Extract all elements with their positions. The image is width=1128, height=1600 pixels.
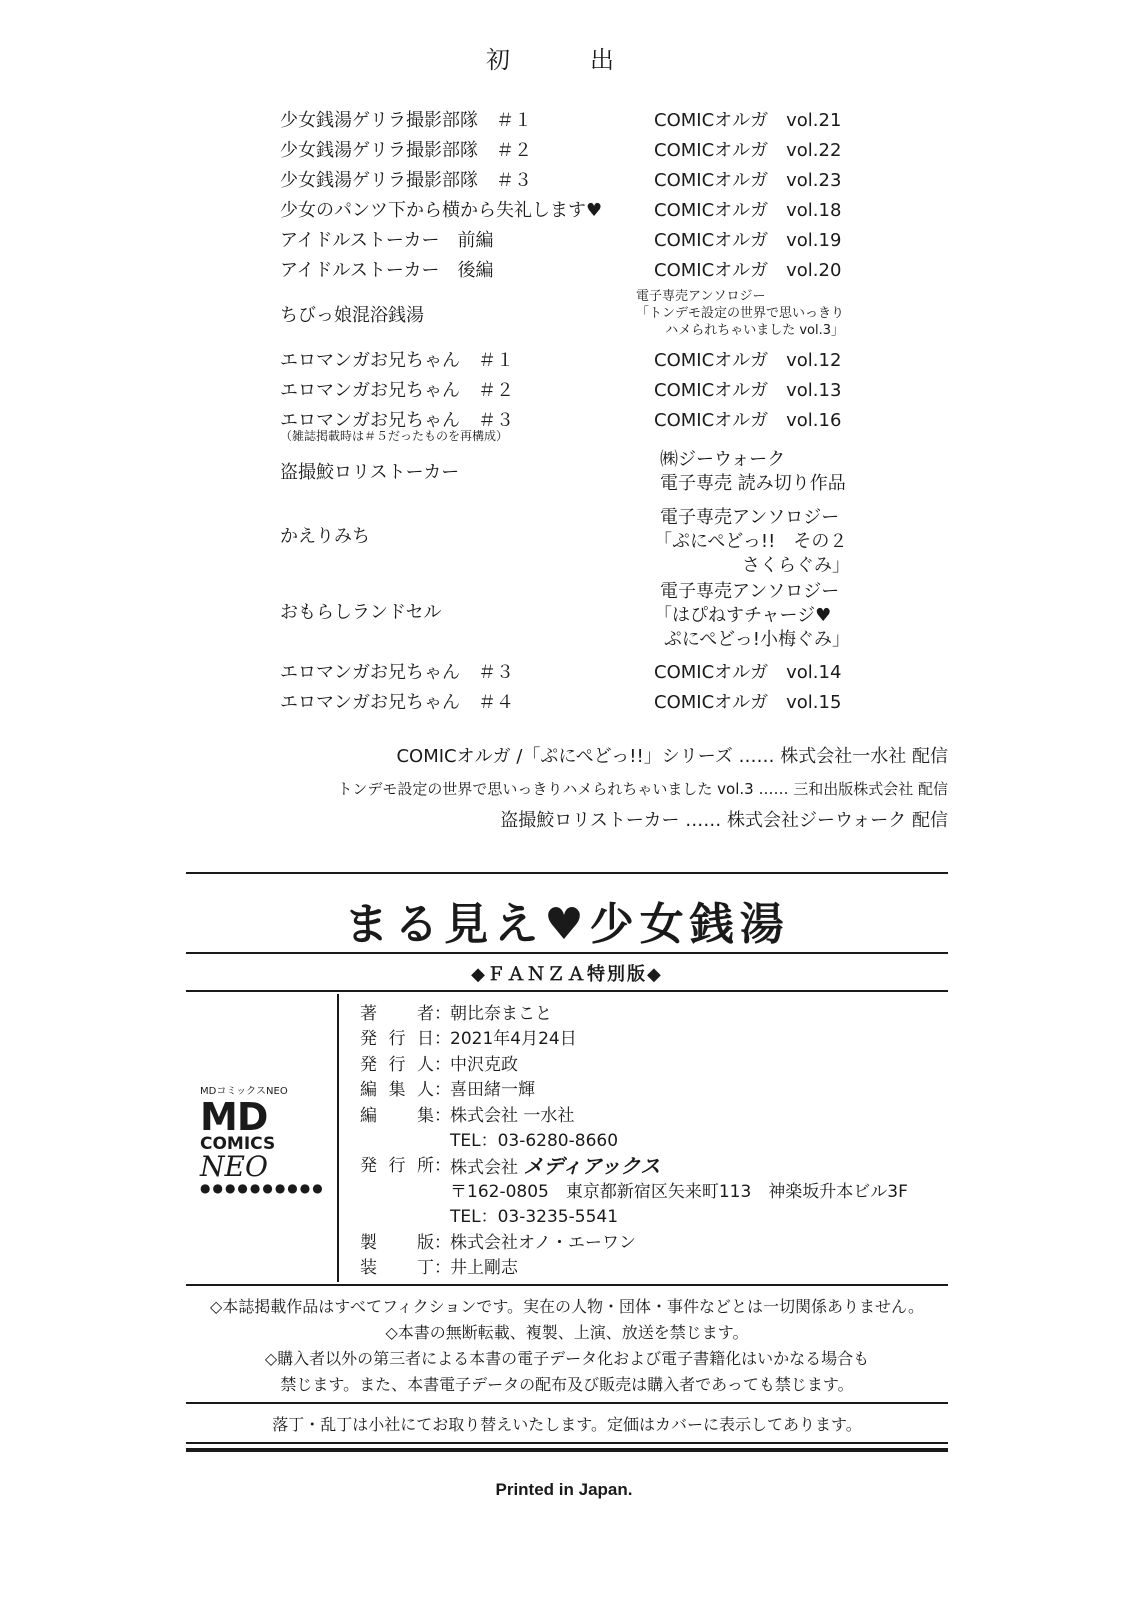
- notices: [186, 1294, 948, 1398]
- colophon-row: 発行所 ： 株式会社 メディアックス: [360, 1154, 960, 1179]
- work-title: エロマンガお兄ちゃん ＃４: [280, 692, 514, 713]
- work-source: 電子専売アンソロジー 「はぴねすチャージ♥ ぷにぺどっ!小梅ぐみ」: [654, 581, 850, 650]
- colophon-value: 株式会社 一水社: [450, 1105, 575, 1126]
- logo-md: MD: [200, 1095, 268, 1139]
- colophon: [360, 1002, 960, 1281]
- work-title: 少女のパンツ下から横から失礼します♥: [280, 200, 603, 221]
- colophon-value: 2021年4月24日: [450, 1029, 577, 1050]
- logo-dots: ●●●●●●●●●●: [200, 1181, 325, 1195]
- work-source: COMICオルガ vol.14: [654, 662, 842, 683]
- publication-row: [280, 406, 860, 448]
- work-title: アイドルストーカー 後編: [280, 260, 494, 281]
- colophon-row: [360, 1129, 960, 1154]
- page-heading: 初 出: [486, 46, 642, 74]
- divider: [186, 990, 948, 992]
- logo-caption: MDコミックスNEO: [200, 1086, 288, 1097]
- work-source: 電子専売アンソロジー 「ぷにぺどっ!! その２ さくらぐみ」: [654, 507, 850, 576]
- work-title: 少女銭湯ゲリラ撮影部隊 ＃２: [280, 140, 532, 161]
- publication-row: [280, 448, 860, 506]
- colophon-label: 発行所: [360, 1156, 434, 1177]
- colophon-label: 編集人: [360, 1080, 434, 1101]
- work-note: （雑誌掲載時は＃５だったものを再構成）: [280, 429, 509, 443]
- notice-line: ◇本書の無断転載、複製、上演、放送を禁じます。: [385, 1323, 749, 1342]
- work-title: エロマンガお兄ちゃん ＃１: [280, 350, 514, 371]
- colophon-row: 発行人 ： 中沢克政: [360, 1053, 960, 1078]
- notice-line: 禁じます。また、本書電子データの配布及び販売は購入者であっても禁じます。: [280, 1375, 854, 1394]
- colophon-value: 喜田緒一輝: [450, 1080, 535, 1101]
- notice-bottom: 落丁・乱丁は小社にてお取り替えいたします。定価はカバーに表示してあります。: [272, 1415, 862, 1434]
- colophon-value: 〒162-0805 東京都新宿区矢来町113 神楽坂升本ビル3F: [450, 1181, 908, 1202]
- publication-row: [280, 346, 860, 376]
- work-title: エロマンガお兄ちゃん ＃２: [280, 380, 514, 401]
- colophon-value: TEL：03-3235-5541: [450, 1207, 619, 1228]
- work-title: ちびっ娘混浴銭湯: [280, 305, 424, 326]
- colophon-label: 装丁: [360, 1257, 434, 1278]
- printed-in-japan: Printed in Japan.: [495, 1480, 633, 1499]
- divider: [186, 1284, 948, 1286]
- work-source: COMICオルガ vol.19: [654, 230, 842, 251]
- publication-row: [280, 580, 860, 658]
- work-source: COMICオルガ vol.20: [654, 260, 842, 281]
- colophon-row: 編集 ： 株式会社 一水社: [360, 1104, 960, 1129]
- distribution-line: COMICオルガ /「ぷにぺどっ!!」シリーズ …… 株式会社一水社 配信: [396, 746, 948, 767]
- publication-row: [280, 136, 860, 166]
- book-title: まる見え♥少女銭湯: [344, 899, 790, 950]
- colophon-row: 発行日 ： 2021年4月24日: [360, 1027, 960, 1052]
- publication-row: [280, 688, 860, 718]
- work-source: COMICオルガ vol.18: [654, 200, 842, 221]
- publication-row: [280, 658, 860, 688]
- colophon-value: TEL：03-6280-8660: [450, 1130, 619, 1151]
- logo-comics: COMICS: [200, 1134, 276, 1154]
- colophon-value: 中沢克政: [450, 1054, 518, 1075]
- work-title: 少女銭湯ゲリラ撮影部隊 ＃３: [280, 170, 532, 191]
- work-title: おもらしランドセル: [280, 602, 442, 623]
- publication-row: [280, 166, 860, 196]
- divider: [186, 1448, 948, 1452]
- notice-line: ◇本誌掲載作品はすべてフィクションです。実在の人物・団体・事件などとは一切関係ありません。: [209, 1297, 925, 1316]
- work-source: COMICオルガ vol.13: [654, 380, 842, 401]
- distribution-line: 盗撮鮫ロリストーカー …… 株式会社ジーウォーク 配信: [500, 810, 948, 831]
- divider-vertical: [337, 994, 339, 1282]
- publication-row: [280, 286, 860, 346]
- work-source: 電子専売アンソロジー 「トンデモ設定の世界で思いっきり ハメられちゃいました vol.3」: [636, 289, 845, 338]
- work-source: COMICオルガ vol.21: [654, 110, 842, 131]
- colophon-row: 装丁 ： 井上剛志: [360, 1256, 960, 1281]
- divider: [186, 952, 948, 954]
- colophon-label: 編集: [360, 1105, 434, 1126]
- work-title: エロマンガお兄ちゃん ＃３: [280, 410, 514, 431]
- colophon-value: 井上剛志: [450, 1257, 518, 1278]
- work-source: ㈱ジーウォーク 電子専売 読み切り作品: [660, 449, 846, 494]
- publication-row: [280, 376, 860, 406]
- colophon-label: 発行人: [360, 1054, 434, 1075]
- publication-row: [280, 106, 860, 136]
- colophon-row: 著者 ： 朝比奈まこと: [360, 1002, 960, 1027]
- colophon-row: [360, 1205, 960, 1230]
- publication-row: [280, 506, 860, 580]
- publication-row: [280, 256, 860, 286]
- publisher-logo: [200, 1082, 325, 1195]
- colophon-label: 製版: [360, 1232, 434, 1253]
- work-title: 盗撮鮫ロリストーカー: [280, 462, 460, 483]
- colophon-value: 株式会社オノ・エーワン: [450, 1232, 636, 1253]
- colophon-value: 株式会社 メディアックス: [450, 1154, 661, 1179]
- publication-list: [280, 106, 860, 718]
- divider: [186, 1442, 948, 1444]
- colophon-row: 編集人 ： 喜田緒一輝: [360, 1078, 960, 1103]
- edition-label: ◆ＦＡＮＺＡ特別版◆: [471, 964, 663, 985]
- work-source: COMICオルガ vol.16: [654, 410, 842, 431]
- colophon-row: [360, 1180, 960, 1205]
- colophon-value: 朝比奈まこと: [450, 1004, 552, 1024]
- work-title: アイドルストーカー 前編: [280, 230, 494, 251]
- work-source: COMICオルガ vol.15: [654, 692, 842, 713]
- logo-neo: NEO: [200, 1150, 268, 1183]
- mediax-logo: メディアックス: [523, 1154, 661, 1179]
- notice-line: ◇購入者以外の第三者による本書の電子データ化および電子書籍化はいかなる場合も: [264, 1349, 870, 1368]
- distribution-line: トンデモ設定の世界で思いっきりハメられちゃいました vol.3 …… 三和出版株式会社 配信: [337, 780, 948, 798]
- work-source: COMICオルガ vol.12: [654, 350, 842, 371]
- work-source: COMICオルガ vol.22: [654, 140, 842, 161]
- work-title: エロマンガお兄ちゃん ＃３: [280, 662, 514, 683]
- colophon-label: 著者: [360, 1004, 434, 1024]
- work-source: COMICオルガ vol.23: [654, 170, 842, 191]
- publication-row: [280, 226, 860, 256]
- publication-row: [280, 196, 860, 226]
- work-title: 少女銭湯ゲリラ撮影部隊 ＃１: [280, 110, 532, 131]
- divider: [186, 1402, 948, 1404]
- colophon-row: 製版 ： 株式会社オノ・エーワン: [360, 1231, 960, 1256]
- work-title: かえりみち: [280, 526, 370, 547]
- colophon-label: 発行日: [360, 1029, 434, 1050]
- divider: [186, 872, 948, 874]
